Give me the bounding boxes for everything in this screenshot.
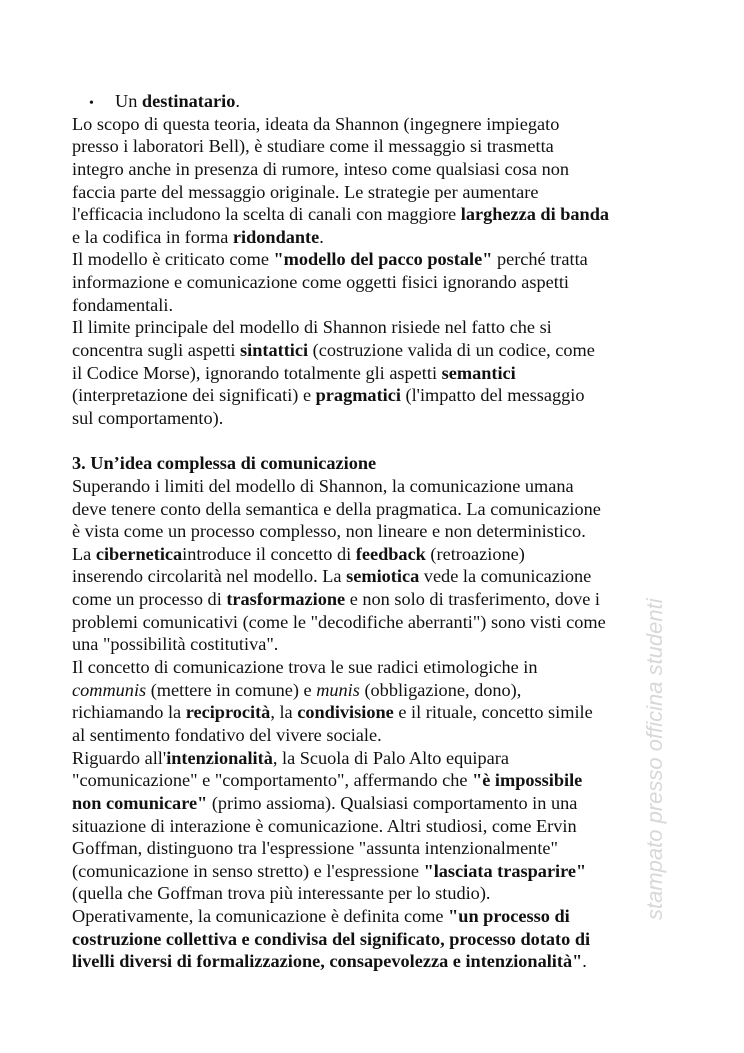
text-segment: problemi comunicativi (come le "decodifiche aberranti") sono visti come: [72, 611, 606, 632]
text-line: [72, 950, 682, 973]
text-line: [72, 407, 682, 430]
bold-text: "è impossibile: [472, 770, 583, 791]
text-segment: informazione e comunicazione come oggetti fisici ignorando aspetti: [72, 272, 569, 293]
text-segment: (costruzione valida di un codice, come: [308, 340, 595, 361]
italic-text: munis: [316, 679, 360, 700]
text-line: [72, 452, 682, 475]
text-segment: concentra sugli aspetti: [72, 340, 241, 361]
text-segment: sul comportamento).: [72, 407, 224, 428]
watermark: stampato presso officina studenti: [642, 598, 667, 920]
text-segment: La: [72, 543, 96, 564]
text-line: [72, 294, 682, 317]
text-line: [72, 611, 682, 634]
text-line: [72, 475, 682, 498]
text-segment: presso i laboratori Bell), è studiare come il messaggio si trasmetta: [72, 136, 554, 157]
text-segment: , la: [270, 702, 298, 723]
text-segment: "comunicazione" e "comportamento", affermando che: [72, 770, 473, 791]
text-segment: Goffman, distinguono tra l'espressione "assunta intenzionalmente": [72, 838, 558, 859]
text-segment: e il rituale, concetto simile: [393, 702, 593, 723]
bold-text: non comunicare": [72, 792, 208, 813]
text-segment: fondamentali.: [72, 294, 174, 315]
text-line: [72, 158, 682, 181]
text-line: [72, 271, 682, 294]
text-line: [72, 701, 682, 724]
text-segment: perché tratta: [492, 249, 588, 270]
text-line: [72, 633, 682, 656]
text-line: [72, 837, 682, 860]
text-line: [72, 679, 682, 702]
text-segment: Superando i limiti del modello di Shannon, la comunicazione umana: [72, 475, 574, 496]
text-segment: (comunicazione in senso stretto) e l'espressione: [72, 860, 424, 881]
text-line: [72, 882, 682, 905]
text-line: [72, 498, 682, 521]
text-line: [72, 226, 682, 249]
text-line: [72, 769, 682, 792]
text-segment: Lo scopo di questa teoria, ideata da Shannon (ingegnere impiegato: [72, 113, 560, 134]
bold-text: livelli diversi di formalizzazione, consapevolezza e intenzionalità": [72, 951, 583, 972]
text-segment: e la codifica in forma: [72, 226, 233, 247]
text-segment: Il limite principale del modello di Shannon risiede nel fatto che si: [72, 317, 552, 338]
text-line: [72, 135, 682, 158]
bold-text: "modello del pacco postale": [273, 249, 493, 270]
bold-text: costruzione collettiva e condivisa del significato, processo dotato di: [72, 928, 591, 949]
text-line: [72, 384, 682, 407]
text-line: [72, 792, 682, 815]
text-segment: (interpretazione dei significati) e: [72, 385, 316, 406]
bold-text: condivisione: [297, 702, 394, 723]
text-segment: il Codice Morse), ignorando totalmente gli aspetti: [72, 362, 442, 383]
italic-text: communis: [72, 679, 147, 700]
text-segment: (primo assioma). Qualsiasi comportamento in una: [207, 792, 578, 813]
text-segment: situazione di interazione è comunicazione. Altri studiosi, come Ervin: [72, 815, 577, 836]
text-line: [72, 316, 682, 339]
text-segment: e non solo di trasferimento, dove i: [345, 589, 601, 610]
text-segment: Operativamente, la comunicazione è definita come: [72, 906, 449, 927]
text-segment: Il modello è criticato come: [72, 249, 274, 270]
text-line: [72, 905, 682, 928]
text-segment: (obbligazione, dono),: [359, 679, 522, 700]
document-body: [72, 90, 682, 973]
bold-text: cibernetica: [95, 543, 183, 564]
text-line: [72, 248, 682, 271]
text-line: [72, 362, 682, 385]
text-segment: inserendo circolarità nel modello. La: [72, 566, 347, 587]
text-segment: l'efficacia includono la scelta di canali con maggiore: [72, 204, 461, 225]
text-segment: (quella che Goffman trova più interessante per lo studio).: [72, 883, 491, 904]
bold-text: "un processo di: [448, 906, 570, 927]
text-line: [72, 203, 682, 226]
bold-text: 3. Un’idea complessa di comunicazione: [72, 453, 377, 474]
text-line: [72, 113, 682, 136]
text-line: [72, 339, 682, 362]
text-segment: .: [319, 226, 324, 247]
text-segment: come un processo di: [72, 589, 227, 610]
paragraph-text: [72, 113, 682, 973]
bold-text: feedback: [355, 543, 426, 564]
text-segment: introduce il concetto di: [182, 543, 356, 564]
text-segment: .: [582, 951, 587, 972]
bullet-prefix: Un: [115, 91, 142, 111]
text-segment: faccia parte del messaggio originale. Le strategie per aumentare: [72, 181, 539, 202]
text-segment: Il concetto di comunicazione trova le sue radici etimologiche in: [72, 657, 538, 678]
bold-text: "lasciata trasparire": [423, 860, 587, 881]
text-segment: vede la comunicazione: [419, 566, 592, 587]
bold-text: pragmatici: [315, 385, 401, 406]
bold-text: larghezza di banda: [460, 204, 610, 225]
bullet-suffix: .: [235, 91, 240, 111]
text-line: [72, 430, 682, 453]
text-segment: (l'impatto del messaggio: [400, 385, 585, 406]
text-line: [72, 565, 682, 588]
text-segment: richiamando la: [72, 702, 186, 723]
bold-text: intenzionalità: [166, 747, 273, 768]
text-segment: al sentimento fondativo del vivere sociale.: [72, 724, 382, 745]
text-segment: deve tenere conto della semantica e della pragmatica. La comunicazione: [72, 498, 601, 519]
text-segment: , la Scuola di Palo Alto equipara: [272, 747, 509, 768]
text-line: [72, 928, 682, 951]
text-line: [72, 520, 682, 543]
text-line: [72, 860, 682, 883]
text-line: [72, 747, 682, 770]
text-line: [72, 543, 682, 566]
bold-text: trasformazione: [226, 589, 346, 610]
text-line: [72, 724, 682, 747]
bold-text: semiotica: [346, 566, 420, 587]
bold-text: sintattici: [240, 340, 309, 361]
text-segment: è vista come un processo complesso, non lineare e non deterministico.: [72, 521, 586, 542]
bullet-list-item: [72, 90, 682, 113]
text-line: [72, 815, 682, 838]
text-segment: integro anche in presenza di rumore, inteso come qualsiasi cosa non: [72, 158, 569, 179]
text-segment: Riguardo all': [72, 747, 167, 768]
text-segment: (mettere in comune) e: [146, 679, 317, 700]
bullet-icon: •: [89, 96, 94, 111]
bullet-bold-term: destinatario: [141, 91, 236, 111]
bold-text: semantici: [441, 362, 516, 383]
text-line: [72, 588, 682, 611]
text-line: [72, 656, 682, 679]
text-line: [72, 181, 682, 204]
bold-text: ridondante: [232, 226, 320, 247]
text-segment: una "possibilità costitutiva".: [72, 634, 279, 655]
text-segment: (retroazione): [425, 543, 525, 564]
bold-text: reciprocità: [185, 702, 271, 723]
